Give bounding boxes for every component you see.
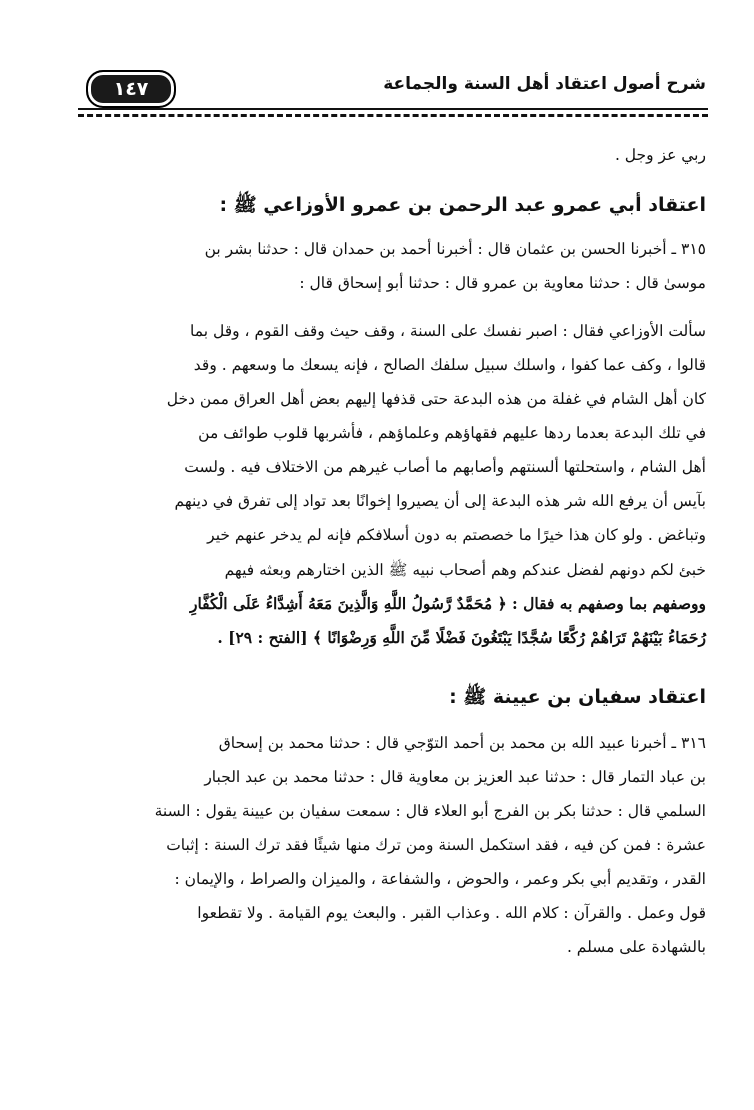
- section-heading-awzai: اعتقاد أبي عمرو عبد الرحمن بن عمرو الأوزاعي ﷺ :: [219, 194, 706, 216]
- quran-verse-line: رُحَمَاءُ بَيْنَهُمْ تَرَاهُمْ رُكَّعًا سُجَّدًا يَبْتَغُونَ فَضْلًا مِّنَ اللَّهِ وَرِضْوَانًا ﴾ [الفتح : ٢٩] .: [217, 628, 706, 647]
- paragraph-line: موسىٰ قال : حدثنا معاوية بن عمرو قال : حدثنا أبو إسحاق قال :: [299, 274, 706, 292]
- paragraph-line: عشرة : فمن كن فيه ، فقد استكمل السنة ومن ترك منها شيئًا فقد ترك السنة : إثبات: [166, 836, 706, 854]
- paragraph-line: قول وعمل . والقرآن : كلام الله . وعذاب القبر . والبعث يوم القيامة . ولا تقطعوا: [197, 904, 706, 922]
- paragraph-line: بن عباد التمار قال : حدثنا عبد العزيز بن معاوية قال : حدثنا محمد بن عبد الجبار: [204, 768, 706, 786]
- paragraph-line: سألت الأوزاعي فقال : اصبر نفسك على السنة ، وقف حيث وقف القوم ، وقل بما: [190, 322, 706, 340]
- page-number: ١٤٧: [113, 78, 149, 100]
- header-rule: [78, 108, 708, 110]
- intro-line: ربي عز وجل .: [614, 146, 706, 164]
- paragraph-line: بالشهادة على مسلم .: [566, 938, 706, 956]
- paragraph-line: خبئ لكم دونهم لفضل عندكم وهم أصحاب نبيه ﷺ الذين اختارهم وبعثه فيهم: [224, 561, 706, 579]
- paragraph-line: كان أهل الشام في غفلة من هذه البدعة حتى قذفها إليهم بعض أهل العراق ممن دخل: [166, 390, 706, 408]
- paragraph-line: أهل الشام ، واستحلتها ألسنتهم وأصابهم ما أصاب غيرهم من الاختلاف فيه . ولست: [184, 458, 706, 476]
- paragraph-line: وتباغض . ولو كان هذا خيرًا ما خصصتم به دون أسلافكم فإنه لم يدخر عنهم خير: [207, 526, 706, 544]
- paragraph-line: في تلك البدعة بعدما ردها عليهم فقهاؤهم وعلماؤهم ، فأشربها قلوب طوائف من: [198, 424, 706, 442]
- header-dashed-rule: [78, 114, 708, 117]
- paragraph-line: السلمي قال : حدثنا بكر بن الفرج أبو العلاء قال : سمعت سفيان بن عيينة يقول : السنة: [154, 802, 706, 820]
- section-heading-sufyan: اعتقاد سفيان بن عيينة ﷺ :: [449, 686, 706, 708]
- quran-verse-line: ووصفهم بما وصفهم به فقال : ﴿ مُحَمَّدٌ رَّسُولُ اللَّهِ وَالَّذِينَ مَعَهُ أَشِدَّاءُ عَلَى الْكُفَّارِ: [189, 594, 706, 613]
- running-title: شرح أصول اعتقاد أهل السنة والجماعة: [383, 74, 706, 94]
- paragraph-line: قالوا ، وكف عما كفوا ، واسلك سبيل سلفك الصالح ، فإنه يسعك ما وسعهم . وقد: [193, 356, 706, 374]
- page-header: [78, 68, 706, 110]
- page-number-badge: [86, 70, 176, 108]
- paragraph-line: ٣١٦ ـ أخبرنا عبيد الله بن محمد بن أحمد التوّجي قال : حدثنا محمد بن إسحاق: [218, 734, 706, 752]
- paragraph-line: ٣١٥ ـ أخبرنا الحسن بن عثمان قال : أخبرنا أحمد بن حمدان قال : حدثنا بشر بن: [204, 240, 706, 258]
- paragraph-line: القدر ، وتقديم أبي بكر وعمر ، والحوض ، والشفاعة ، والميزان والصراط ، والإيمان :: [174, 870, 706, 888]
- paragraph-line: بآيس أن يرفع الله شر هذه البدعة إلى أن يصيروا إخوانًا بعد تواد إلى تفرق في دينهم: [174, 492, 706, 510]
